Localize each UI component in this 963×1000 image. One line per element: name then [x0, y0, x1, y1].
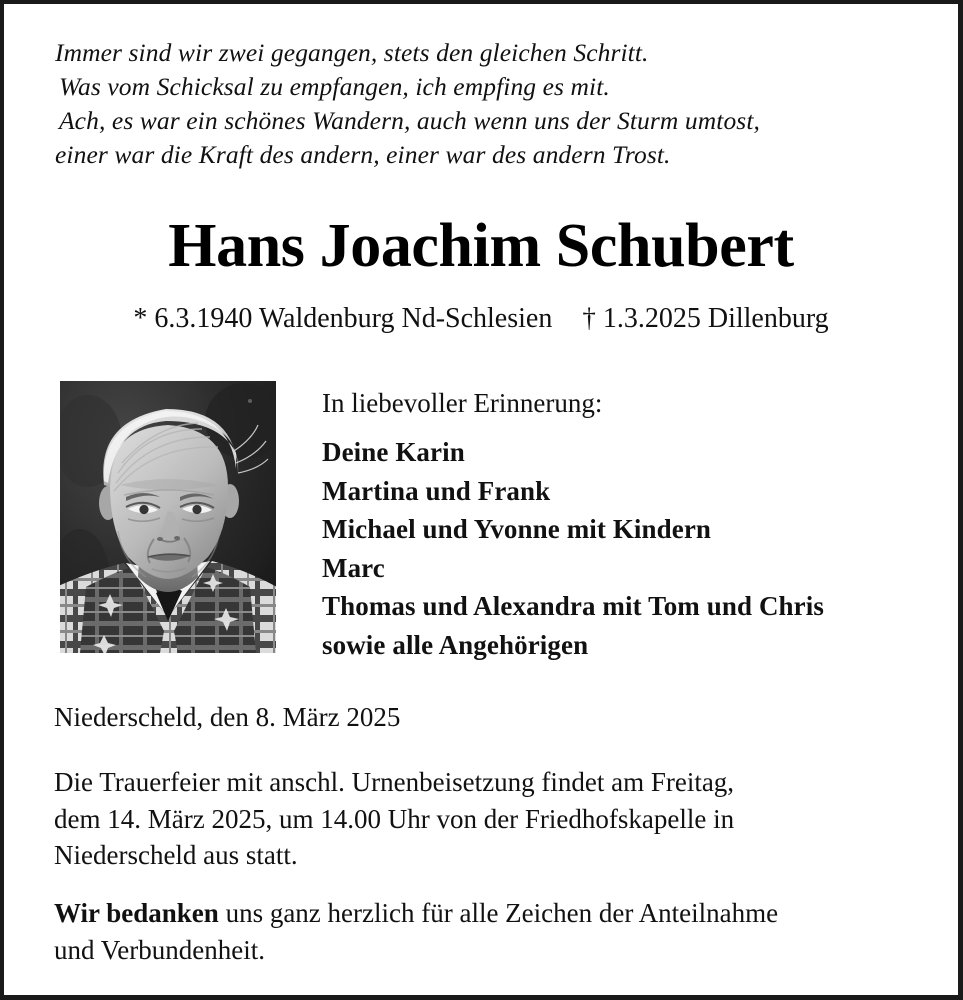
portrait-photo	[60, 381, 276, 653]
death-place: Dillenburg	[707, 303, 829, 334]
verse-line-3: Ach, es war ein schönes Wandern, auch wenn uns der Sturm umtost,	[59, 106, 760, 135]
ceremony-line-3: Niederscheld aus statt.	[54, 840, 298, 870]
place-and-date: Niederscheld, den 8. März 2025	[54, 702, 401, 732]
mourners-intro: In liebevoller Erinnerung:	[322, 388, 603, 418]
mourner-line-2: Martina und Frank	[322, 475, 551, 506]
thanks-rest: uns ganz herzlich für alle Zeichen der Anteilnahme	[218, 898, 779, 928]
thanks-lead: Wir bedanken	[54, 898, 219, 928]
verse-line-2: Was vom Schicksal zu empfangen, ich empfing es mit.	[59, 72, 610, 101]
memorial-verse	[55, 36, 915, 172]
verse-line-4: einer war die Kraft des andern, einer war des andern Trost.	[55, 140, 671, 169]
mourner-line-1: Deine Karin	[322, 437, 465, 467]
death-date: 1.3.2025	[602, 303, 701, 334]
mourner-line-4: Marc	[322, 552, 385, 583]
ceremony-line-1: Die Trauerfeier mit anschl. Urnenbeisetzung findet am Freitag,	[54, 767, 735, 797]
thanks-line-2: und Verbundenheit.	[54, 935, 265, 965]
deceased-name: Hans Joachim Schubert	[168, 212, 794, 280]
life-dates	[4, 300, 958, 337]
mourner-line-6: sowie alle Angehörigen	[322, 629, 589, 660]
mourners-block	[322, 384, 942, 664]
ceremony-line-2: dem 14. März 2025, um 14.00 Uhr von der Friedhofskapelle in	[54, 803, 735, 834]
cross-dagger-icon: †	[582, 303, 596, 333]
birth-date: 6.3.1940	[154, 303, 253, 334]
portrait-illustration	[60, 381, 276, 653]
ceremony-details	[54, 764, 934, 874]
thanks-line-1	[54, 895, 944, 932]
deceased-name-block	[4, 210, 958, 282]
verse-line-1: Immer sind wir zwei gegangen, stets den gleichen Schritt.	[55, 38, 649, 67]
mourner-line-3: Michael und Yvonne mit Kindern	[322, 514, 712, 544]
birth-place: Waldenburg Nd-Schlesien	[258, 303, 553, 334]
birth-symbol: *	[133, 303, 148, 334]
thanks-paragraph	[54, 895, 944, 969]
mourner-line-5: Thomas und Alexandra mit Tom und Chris	[322, 591, 824, 621]
